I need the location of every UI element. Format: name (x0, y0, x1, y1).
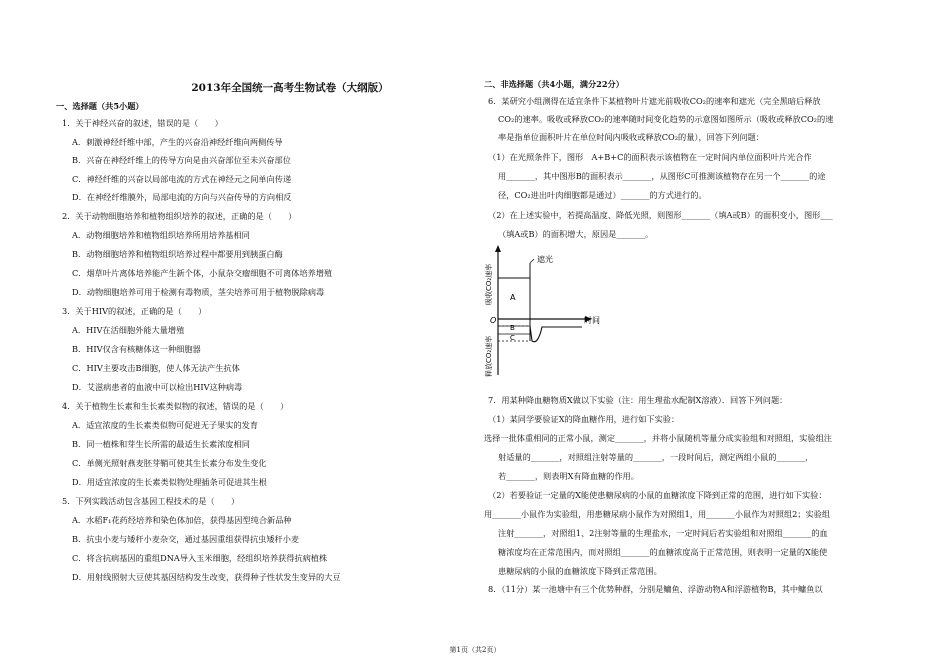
page-title: 2013年全国统一高考生物试卷（大纲版） (191, 82, 389, 94)
q6-part2-line-1: （2）在上述实验中，若提高温度、降低光照，则图形_______（填A或B）的面积变小，图形___ (488, 210, 833, 220)
q3-option-c: C．HIV主要攻击B细胞，使人体无法产生抗体 (72, 363, 240, 373)
q7-part1-line-3: 若_______，则表明X有降血糖的作用。 (498, 471, 639, 481)
q6-part1-line-2: 用_______，其中图形B的面积表示_______，从图形C可推测该植物存在另一个_______的途 (498, 171, 826, 181)
q7-part1-line-2: 射适量的_______，对照组注射等量的_______，一段时间后，测定两组小鼠的_______， (498, 452, 814, 462)
q7-part2-line-3: 糖浓度均在正常范围内，而对照组_______的血糖浓度高于正常范围，则表明一定量的X能使 (498, 547, 828, 557)
q2-option-b: B．动物细胞培养和植物组织培养过程中都要用到胰蛋白酶 (72, 249, 283, 259)
q5-option-c: C．将含抗病基因的重组DNA导入玉米细胞，经组织培养获得抗病植株 (72, 553, 328, 563)
q1-option-a: A．刺激神经纤维中部，产生的兴奋沿神经纤维向两侧传导 (72, 137, 283, 147)
q7-part2-line-1: 用_______小鼠作为实验组，用患糖尿病小鼠作为对照组1，用_______小鼠作为对照组2；实验组 (484, 509, 831, 519)
q5-stem: 5．下列实践活动包含基因工程技术的是（ ） (62, 496, 240, 506)
q5-option-d: D．用射线照射大豆使其基因结构发生改变，获得种子性状发生变异的大豆 (72, 572, 341, 582)
time-label: 时间 (584, 316, 600, 325)
q1-option-c: C．神经纤维的兴奋以局部电流的方式在神经元之间单向传递 (72, 174, 292, 184)
q6-part1-line-1: （1）在光照条件下，图形 A+B+C的面积表示该植物在一定时间内单位面积叶片光合作 (488, 152, 812, 162)
q1-stem: 1．关于神经兴奋的叙述，错误的是（ ） (62, 118, 223, 128)
q7-part2: （2）若要验证一定量的X能使患糖尿病的小鼠的血糖浓度下降到正常的范围，进行如下实验： (488, 490, 827, 500)
q2-option-a: A．动物细胞培养和植物组织培养所用培养基相同 (72, 230, 250, 240)
q6-part2-line-2: （填A或B）的面积增大，原因是_______。 (498, 229, 654, 239)
q6-line-1: 6．某研究小组测得在适宜条件下某植物叶片遮光前吸收CO₂的速率和遮光（完全黑暗后释放 (488, 96, 821, 106)
q6-part1-line-3: 径，CO₂进出叶肉细胞都是通过）_______的方式进行的。 (498, 190, 707, 200)
q4-option-a: A．适宜浓度的生长素类似物可促进无子果实的发育 (72, 420, 259, 430)
q7-line-1: 7．用某种降血糖物质X做以下实验（注：用生理盐水配制X溶液）．回答下列问题： (488, 395, 788, 405)
q2-option-c: C．烟草叶片离体培养能产生新个体，小鼠杂交瘤细胞不可离体培养增殖 (72, 268, 333, 278)
q2-option-d: D．动物细胞培养可用于检测有毒物质，茎尖培养可用于植物脱除病毒 (72, 287, 325, 297)
region-b-label: B (510, 324, 515, 332)
release-curve (530, 326, 582, 342)
origin-label: O (490, 316, 497, 325)
q4-option-d: D．用适宜浓度的生长素类似物处理插条可促进其生根 (72, 477, 267, 487)
region-a-label: A (510, 293, 516, 302)
q6-line-3: 率是指单位面积叶片在单位时间内吸收或释放CO₂的量），回答下列问题： (498, 132, 764, 142)
q3-stem: 3．关于HIV的叙述，正确的是（ ） (62, 306, 207, 316)
q1-option-d: D．在神经纤维膜外，局部电流的方向与兴奋传导的方向相反 (72, 192, 292, 202)
q8-line-1: 8．（11分）某一池塘中有三个优势种群，分别是鳙鱼、浮游动物A和浮游植物B，其中鳙鱼以 (488, 584, 823, 594)
q7-part2-line-2: 注射_______，对照组1、2注射等量的生理盐水，一定时间后若实验组和对照组_______的血 (498, 528, 828, 538)
q4-stem: 4．关于植物生长素和生长素类似物的叙述，错误的是（ ） (62, 401, 289, 411)
y-axis-arrow-icon (495, 245, 501, 252)
section-choice-heading: 一、选择题（共5小题） (56, 101, 144, 111)
q3-option-b: B．HIV仅含有核糖体这一种细胞器 (72, 344, 201, 354)
q3-option-a: A．HIV在活细胞外能大量增殖 (72, 325, 185, 335)
region-c-label: C (510, 334, 515, 342)
shade-pointer (530, 259, 534, 263)
y-label-absorb: 吸收CO₂速率 (485, 263, 493, 305)
q4-option-c: C．单侧光照射燕麦胚芽鞘可使其生长素分布发生变化 (72, 458, 267, 468)
q7-part1: （1）某同学要验证X的降血糖作用，进行如下实验： (488, 414, 680, 424)
q4-option-b: B．同一植株和芽生长所需的最适生长素浓度相同 (72, 439, 250, 449)
co2-rate-figure (482, 245, 622, 383)
section-nonchoice-heading: 二、非选择题（共4小题，满分22分） (484, 79, 624, 89)
q7-part1-line-1: 选择一批体重相同的正常小鼠，测定_______，并将小鼠随机等量分成实验组和对照组，实验组注 (484, 433, 832, 443)
q7-part2-line-4: 患糖尿病的小鼠的血糖浓度下降到正常范围。 (498, 566, 662, 576)
q1-option-b: B．兴奋在神经纤维上的传导方向是由兴奋部位至未兴奋部位 (72, 155, 291, 165)
q5-option-a: A．水稻F₁花药经培养和染色体加倍，获得基因型纯合新品种 (72, 515, 292, 525)
y-label-release: 释放CO₂速率 (485, 335, 493, 377)
q2-stem: 2．关于动物细胞培养和植物组织培养的叙述，正确的是（ ） (62, 211, 297, 221)
q6-line-2: CO₂的速率。吸收或释放CO₂的速率随时间变化趋势的示意图如图所示（吸收或释放CO₂的速 (498, 114, 834, 124)
q5-option-b: B．抗虫小麦与矮秆小麦杂交，通过基因重组获得抗虫矮秆小麦 (72, 534, 300, 544)
q3-option-d: D．艾滋病患者的血液中可以检出HIV这种病毒 (72, 382, 243, 392)
shade-label: 遮光 (537, 255, 553, 264)
page-footer: 第1页（共2页） (449, 646, 501, 654)
